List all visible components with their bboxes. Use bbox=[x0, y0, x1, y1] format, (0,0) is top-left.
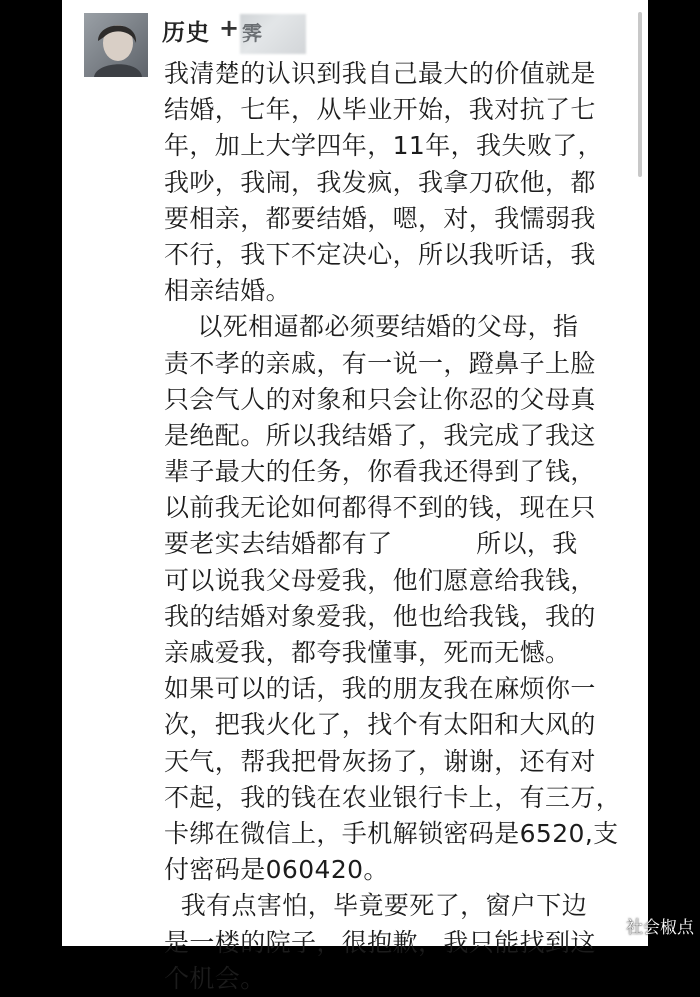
avatar-image bbox=[84, 13, 148, 77]
post-line: 是一楼的院子，很抱歉，我只能找到这 bbox=[164, 927, 596, 957]
post-line: 如果可以的话，我的朋友我在麻烦你一 bbox=[164, 674, 596, 704]
post-line: 要相亲，都要结婚，嗯，对，我懦弱我 bbox=[164, 203, 596, 233]
post-line: 天气，帮我把骨灰扬了，谢谢，还有对 bbox=[164, 746, 596, 776]
post-line: 是绝配。所以我结婚了，我完成了我这 bbox=[164, 420, 596, 450]
post-body bbox=[164, 56, 640, 997]
post-line: 不起，我的钱在农业银行卡上，有三万， bbox=[164, 782, 622, 812]
post-line: 年，加上大学四年，11年，我失败了， bbox=[164, 131, 604, 161]
post-line: 亲戚爱我，都夸我懂事，死而无憾。 bbox=[164, 638, 571, 667]
post-line: 个机会。 bbox=[164, 963, 266, 993]
redacted-glyph: 霁 bbox=[242, 21, 262, 45]
post-line: 我有点害怕，毕竟要死了，窗户下边 bbox=[164, 891, 588, 921]
weibo-icon bbox=[598, 916, 622, 936]
post-line: 要老实去结婚都有了 所以，我 bbox=[164, 529, 578, 559]
post-line: 结婚，七年，从毕业开始，我对抗了七 bbox=[164, 95, 596, 125]
author-suffix: + bbox=[219, 14, 240, 42]
post-line: 我吵，我闹，我发疯，我拿刀砍他，都 bbox=[164, 167, 596, 197]
author-name[interactable]: 历史 bbox=[162, 20, 210, 46]
post-line: 卡绑在微信上，手机解锁密码是6520,支 bbox=[164, 818, 619, 848]
post-line: 辈子最大的任务，你看我还得到了钱， bbox=[164, 457, 596, 487]
post-line: 付密码是060420。 bbox=[164, 855, 389, 885]
watermark bbox=[598, 913, 694, 938]
post-line: 我的结婚对象爱我，他也给我钱，我的 bbox=[164, 601, 596, 631]
phone-screen bbox=[62, 0, 648, 993]
post-header bbox=[62, 0, 648, 64]
post-line: 只会气人的对象和只会让你忍的父母真 bbox=[164, 384, 596, 414]
post-line: 可以说我父母爱我，他们愿意给我钱， bbox=[164, 565, 596, 595]
avatar[interactable] bbox=[84, 13, 148, 77]
post-line: 相亲结婚。 bbox=[164, 276, 292, 306]
post-line: 次，把我火化了，找个有太阳和大风的 bbox=[164, 710, 596, 740]
post-line: 以前我无论如何都得不到的钱，现在只 bbox=[164, 493, 596, 523]
post-line: 责不孝的亲戚，有一说一，蹬鼻子上脸 bbox=[164, 348, 596, 378]
watermark-text: 社会椒点 bbox=[626, 918, 694, 938]
post-line: 我清楚的认识到我自己最大的价值就是 bbox=[164, 59, 596, 88]
post-line: 以死相逼都必须要结婚的父母，指 bbox=[164, 312, 579, 342]
post-line: 不行，我下不定决心，所以我听话，我 bbox=[164, 239, 596, 269]
